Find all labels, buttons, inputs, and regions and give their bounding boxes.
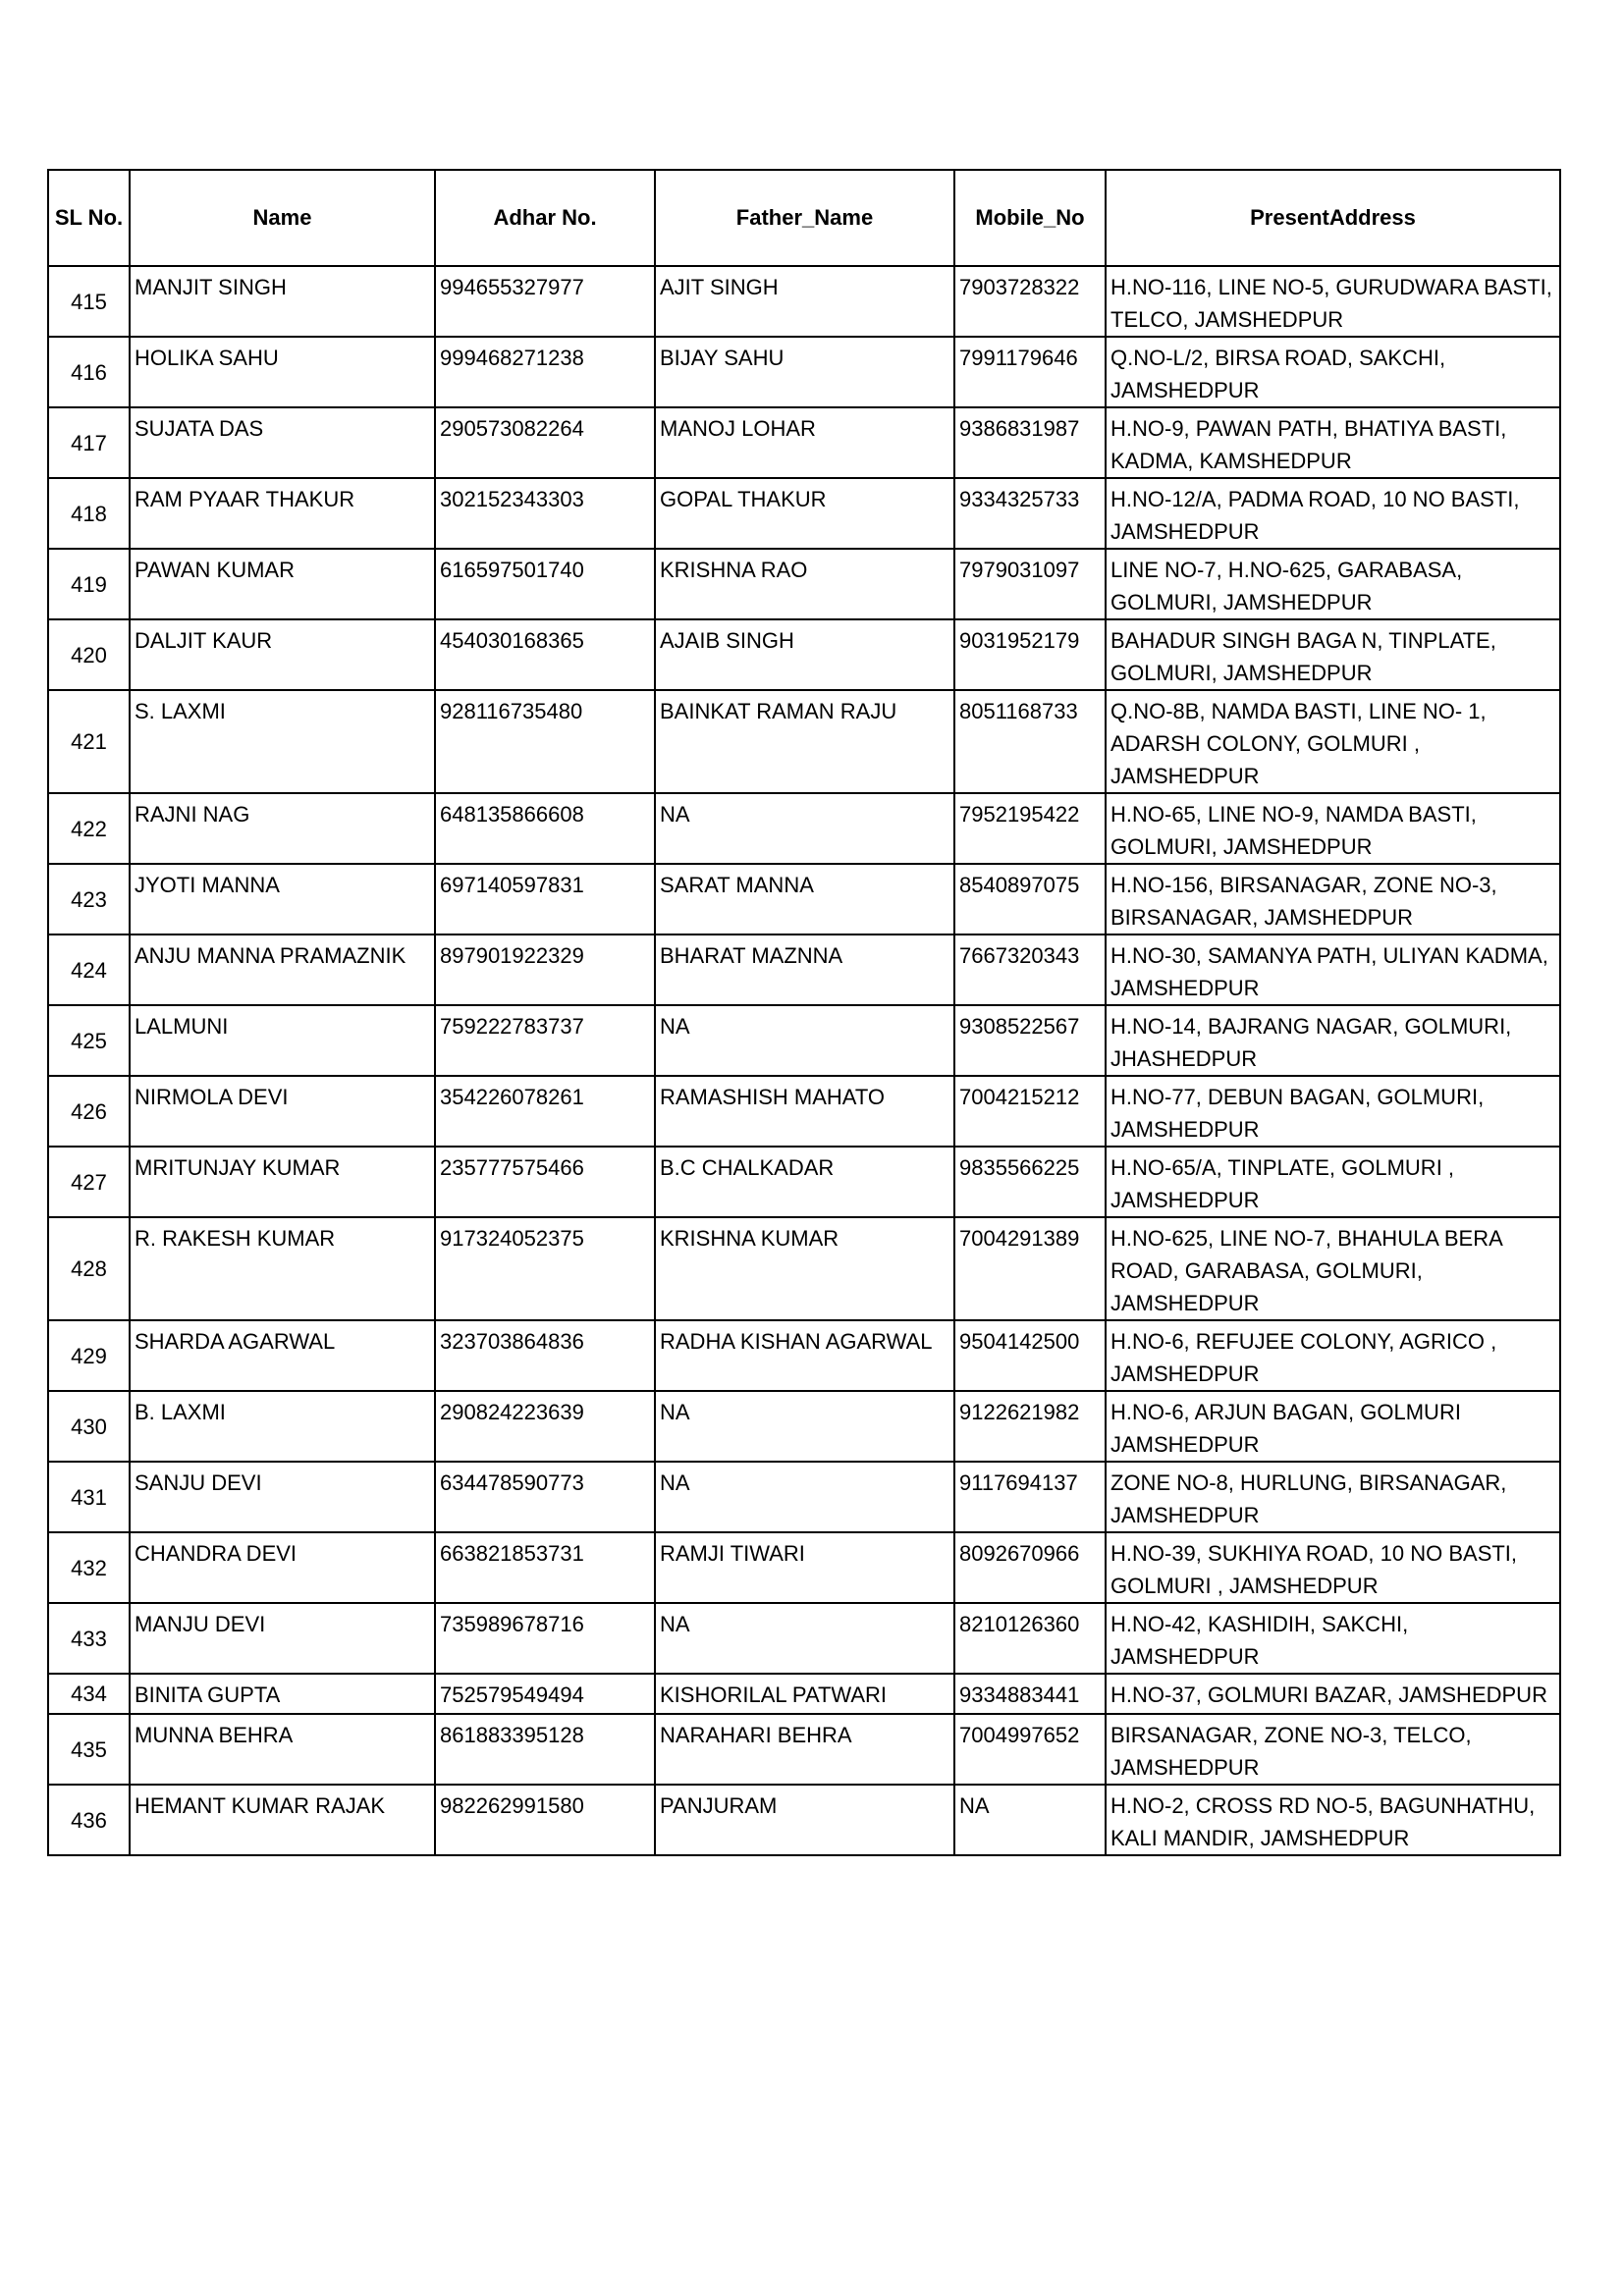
mobile-no-cell: 9835566225 [954,1147,1106,1217]
father-name-cell: KISHORILAL PATWARI [655,1674,954,1714]
name-cell: DALJIT KAUR [130,619,435,690]
adhar-no-cell: 323703864836 [435,1320,655,1391]
table-row [48,1005,1560,1076]
header-mobile-no: Mobile_No [954,170,1106,266]
mobile-no-cell: 7903728322 [954,266,1106,337]
mobile-no-cell: 7667320343 [954,934,1106,1005]
table-row [48,1391,1560,1462]
father-name-cell: KRISHNA RAO [655,549,954,619]
table-row [48,407,1560,478]
sl-no-cell: 425 [48,1005,130,1076]
sl-no-cell: 431 [48,1462,130,1532]
table-row [48,1462,1560,1532]
address-line: KADMA, KAMSHEDPUR [1110,449,1352,473]
adhar-no-cell: 999468271238 [435,337,655,407]
adhar-no-cell: 735989678716 [435,1603,655,1674]
adhar-no-cell: 235777575466 [435,1147,655,1217]
table-row [48,793,1560,864]
sl-no-cell: 421 [48,690,130,793]
address-line: JAMSHEDPUR [1110,1362,1260,1386]
address-line: JAMSHEDPUR [1110,378,1260,402]
address-line: H.NO-2, CROSS RD NO-5, BAGUNHATHU, [1110,1793,1536,1818]
adhar-no-cell: 634478590773 [435,1462,655,1532]
mobile-no-cell: 9308522567 [954,1005,1106,1076]
father-name-cell: KRISHNA KUMAR [655,1217,954,1320]
father-name-cell: GOPAL THAKUR [655,478,954,549]
present-address-cell [1106,266,1560,337]
sl-no-cell: 422 [48,793,130,864]
table-row [48,619,1560,690]
address-line: GOLMURI, JAMSHEDPUR [1110,834,1373,859]
address-line: JAMSHEDPUR [1110,1117,1260,1142]
name-cell: S. LAXMI [130,690,435,793]
address-line: LINE NO-7, H.NO-625, GARABASA, [1110,558,1463,582]
address-line: KALI MANDIR, JAMSHEDPUR [1110,1826,1410,1850]
father-name-cell: PANJURAM [655,1785,954,1855]
father-name-cell: BIJAY SAHU [655,337,954,407]
mobile-no-cell: 9334325733 [954,478,1106,549]
sl-no-cell: 435 [48,1714,130,1785]
address-line: H.NO-6, ARJUN BAGAN, GOLMURI [1110,1400,1461,1424]
adhar-no-cell: 697140597831 [435,864,655,934]
name-cell: BINITA GUPTA [130,1674,435,1714]
sl-no-cell: 424 [48,934,130,1005]
address-line: ROAD, GARABASA, GOLMURI, [1110,1258,1423,1283]
address-line: JAMSHEDPUR [1110,1188,1260,1212]
adhar-no-cell: 759222783737 [435,1005,655,1076]
address-line: H.NO-116, LINE NO-5, GURUDWARA BASTI, [1110,275,1552,299]
header-row [48,170,1560,266]
father-name-cell: NA [655,793,954,864]
name-cell: LALMUNI [130,1005,435,1076]
sl-no-cell: 429 [48,1320,130,1391]
sl-no-cell: 433 [48,1603,130,1674]
sl-no-cell: 426 [48,1076,130,1147]
table-row [48,1714,1560,1785]
mobile-no-cell: 9117694137 [954,1462,1106,1532]
mobile-no-cell: 9334883441 [954,1674,1106,1714]
name-cell: ANJU MANNA PRAMAZNIK [130,934,435,1005]
adhar-no-cell: 752579549494 [435,1674,655,1714]
father-name-cell: NA [655,1005,954,1076]
header-name: Name [130,170,435,266]
sl-no-cell: 419 [48,549,130,619]
adhar-no-cell: 861883395128 [435,1714,655,1785]
table-row [48,1603,1560,1674]
address-line: H.NO-6, REFUJEE COLONY, AGRICO , [1110,1329,1497,1354]
header-sl-no: SL No. [48,170,130,266]
header-father-name: Father_Name [655,170,954,266]
father-name-cell: NA [655,1391,954,1462]
beneficiary-table [47,169,1561,1856]
mobile-no-cell: 8540897075 [954,864,1106,934]
name-cell: MUNNA BEHRA [130,1714,435,1785]
table-row [48,549,1560,619]
present-address-cell [1106,619,1560,690]
address-line: GOLMURI , JAMSHEDPUR [1110,1574,1379,1598]
mobile-no-cell: 7979031097 [954,549,1106,619]
address-line: H.NO-12/A, PADMA ROAD, 10 NO BASTI, [1110,487,1520,511]
name-cell: SANJU DEVI [130,1462,435,1532]
address-line: JHASHEDPUR [1110,1046,1258,1071]
address-line: H.NO-65, LINE NO-9, NAMDA BASTI, [1110,802,1477,827]
address-line: H.NO-30, SAMANYA PATH, ULIYAN KADMA, [1110,943,1548,968]
mobile-no-cell: 7952195422 [954,793,1106,864]
address-line: H.NO-65/A, TINPLATE, GOLMURI , [1110,1155,1455,1180]
address-line: H.NO-37, GOLMURI BAZAR, JAMSHEDPUR [1110,1682,1547,1707]
mobile-no-cell: 8092670966 [954,1532,1106,1603]
father-name-cell: MANOJ LOHAR [655,407,954,478]
adhar-no-cell: 616597501740 [435,549,655,619]
table-row [48,690,1560,793]
present-address-cell [1106,864,1560,934]
father-name-cell: NARAHARI BEHRA [655,1714,954,1785]
address-line: H.NO-39, SUKHIYA ROAD, 10 NO BASTI, [1110,1541,1518,1566]
address-line: ADARSH COLONY, GOLMURI , JAMSHEDPUR [1110,731,1420,788]
present-address-cell [1106,1320,1560,1391]
adhar-no-cell: 454030168365 [435,619,655,690]
adhar-no-cell: 994655327977 [435,266,655,337]
present-address-cell [1106,1785,1560,1855]
present-address-cell [1106,1147,1560,1217]
name-cell: SUJATA DAS [130,407,435,478]
address-line: H.NO-156, BIRSANAGAR, ZONE NO-3, [1110,873,1497,897]
father-name-cell: RADHA KISHAN AGARWAL [655,1320,954,1391]
address-line: ZONE NO-8, HURLUNG, BIRSANAGAR, [1110,1470,1507,1495]
adhar-no-cell: 928116735480 [435,690,655,793]
father-name-cell: NA [655,1462,954,1532]
table-row [48,337,1560,407]
adhar-no-cell: 982262991580 [435,1785,655,1855]
name-cell: MANJU DEVI [130,1603,435,1674]
present-address-cell [1106,337,1560,407]
sl-no-cell: 416 [48,337,130,407]
address-line: H.NO-9, PAWAN PATH, BHATIYA BASTI, [1110,416,1507,441]
father-name-cell: RAMJI TIWARI [655,1532,954,1603]
sl-no-cell: 420 [48,619,130,690]
present-address-cell [1106,1005,1560,1076]
table-row [48,1217,1560,1320]
sl-no-cell: 415 [48,266,130,337]
mobile-no-cell: 7991179646 [954,337,1106,407]
sl-no-cell: 436 [48,1785,130,1855]
address-line: JAMSHEDPUR [1110,1432,1260,1457]
address-line: BIRSANAGAR, JAMSHEDPUR [1110,905,1414,930]
father-name-cell: RAMASHISH MAHATO [655,1076,954,1147]
father-name-cell: NA [655,1603,954,1674]
present-address-cell [1106,1674,1560,1714]
present-address-cell [1106,1076,1560,1147]
table-row [48,1785,1560,1855]
mobile-no-cell: 7004997652 [954,1714,1106,1785]
father-name-cell: BAINKAT RAMAN RAJU [655,690,954,793]
present-address-cell [1106,793,1560,864]
name-cell: MRITUNJAY KUMAR [130,1147,435,1217]
name-cell: HOLIKA SAHU [130,337,435,407]
mobile-no-cell: 7004291389 [954,1217,1106,1320]
name-cell: R. RAKESH KUMAR [130,1217,435,1320]
table-row [48,1076,1560,1147]
address-line: JAMSHEDPUR [1110,1291,1260,1315]
table-row [48,1532,1560,1603]
address-line: JAMSHEDPUR [1110,1755,1260,1780]
name-cell: RAM PYAAR THAKUR [130,478,435,549]
present-address-cell [1106,549,1560,619]
mobile-no-cell: 7004215212 [954,1076,1106,1147]
sl-no-cell: 427 [48,1147,130,1217]
adhar-no-cell: 290824223639 [435,1391,655,1462]
mobile-no-cell: 9031952179 [954,619,1106,690]
adhar-no-cell: 290573082264 [435,407,655,478]
address-line: TELCO, JAMSHEDPUR [1110,307,1344,332]
table-row [48,478,1560,549]
present-address-cell [1106,1714,1560,1785]
mobile-no-cell: 9504142500 [954,1320,1106,1391]
adhar-no-cell: 917324052375 [435,1217,655,1320]
present-address-cell [1106,1532,1560,1603]
mobile-no-cell: 9122621982 [954,1391,1106,1462]
mobile-no-cell: 8210126360 [954,1603,1106,1674]
table-row [48,1674,1560,1714]
father-name-cell: SARAT MANNA [655,864,954,934]
address-line: H.NO-14, BAJRANG NAGAR, GOLMURI, [1110,1014,1512,1039]
name-cell: PAWAN KUMAR [130,549,435,619]
present-address-cell [1106,1391,1560,1462]
address-line: JAMSHEDPUR [1110,1503,1260,1527]
address-line: GOLMURI, JAMSHEDPUR [1110,661,1373,685]
father-name-cell: AJIT SINGH [655,266,954,337]
sl-no-cell: 434 [48,1674,130,1714]
present-address-cell [1106,478,1560,549]
present-address-cell [1106,690,1560,793]
table-row [48,864,1560,934]
address-line: H.NO-625, LINE NO-7, BHAHULA BERA [1110,1226,1503,1251]
table-row [48,1320,1560,1391]
name-cell: MANJIT SINGH [130,266,435,337]
table-row [48,1147,1560,1217]
adhar-no-cell: 663821853731 [435,1532,655,1603]
sl-no-cell: 418 [48,478,130,549]
sl-no-cell: 428 [48,1217,130,1320]
address-line: BAHADUR SINGH BAGA N, TINPLATE, [1110,628,1496,653]
name-cell: HEMANT KUMAR RAJAK [130,1785,435,1855]
name-cell: JYOTI MANNA [130,864,435,934]
name-cell: CHANDRA DEVI [130,1532,435,1603]
mobile-no-cell: 9386831987 [954,407,1106,478]
father-name-cell: BHARAT MAZNNA [655,934,954,1005]
sl-no-cell: 417 [48,407,130,478]
name-cell: B. LAXMI [130,1391,435,1462]
address-line: H.NO-77, DEBUN BAGAN, GOLMURI, [1110,1085,1485,1109]
table-body [48,266,1560,1855]
address-line: JAMSHEDPUR [1110,976,1260,1000]
present-address-cell [1106,1603,1560,1674]
name-cell: NIRMOLA DEVI [130,1076,435,1147]
table-row [48,934,1560,1005]
adhar-no-cell: 354226078261 [435,1076,655,1147]
address-line: GOLMURI, JAMSHEDPUR [1110,590,1373,614]
sl-no-cell: 432 [48,1532,130,1603]
table-row [48,266,1560,337]
father-name-cell: B.C CHALKADAR [655,1147,954,1217]
adhar-no-cell: 648135866608 [435,793,655,864]
sl-no-cell: 430 [48,1391,130,1462]
present-address-cell [1106,407,1560,478]
address-line: JAMSHEDPUR [1110,519,1260,544]
present-address-cell [1106,1462,1560,1532]
address-line: Q.NO-8B, NAMDA BASTI, LINE NO- 1, [1110,699,1487,723]
mobile-no-cell: NA [954,1785,1106,1855]
address-line: BIRSANAGAR, ZONE NO-3, TELCO, [1110,1723,1472,1747]
adhar-no-cell: 897901922329 [435,934,655,1005]
name-cell: SHARDA AGARWAL [130,1320,435,1391]
present-address-cell [1106,1217,1560,1320]
mobile-no-cell: 8051168733 [954,690,1106,793]
present-address-cell [1106,934,1560,1005]
name-cell: RAJNI NAG [130,793,435,864]
header-present-address: PresentAddress [1106,170,1560,266]
sl-no-cell: 423 [48,864,130,934]
father-name-cell: AJAIB SINGH [655,619,954,690]
address-line: H.NO-42, KASHIDIH, SAKCHI, JAMSHEDPUR [1110,1612,1409,1669]
address-line: Q.NO-L/2, BIRSA ROAD, SAKCHI, [1110,346,1446,370]
header-adhar-no: Adhar No. [435,170,655,266]
adhar-no-cell: 302152343303 [435,478,655,549]
